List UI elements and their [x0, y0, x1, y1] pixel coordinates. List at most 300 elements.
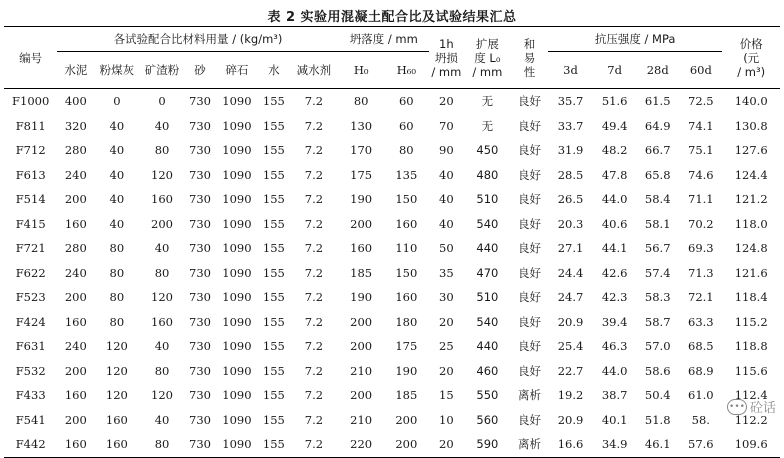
table-cell: 40.6	[601, 216, 628, 231]
table-cell: 7.2	[304, 143, 324, 158]
table-row	[4, 383, 780, 408]
table-cell: 80	[154, 143, 170, 158]
table-cell: 124.4	[734, 167, 768, 182]
table-cell: 155	[262, 94, 285, 109]
table-cell: 160	[64, 216, 87, 231]
table-cell: 50	[439, 241, 454, 256]
table-cell: 140.0	[734, 94, 768, 109]
table-cell: 良好	[517, 118, 541, 133]
table-cell: 10	[439, 412, 454, 427]
table-cell: 155	[262, 314, 285, 329]
table-cell: 155	[262, 118, 285, 133]
table-cell: 130	[350, 118, 373, 133]
table-cell: 24.4	[557, 265, 584, 280]
table-cell: 68.9	[688, 363, 714, 378]
table-cell: 56.7	[644, 241, 671, 256]
table-cell: 160	[395, 216, 418, 231]
table-cell: 200	[64, 412, 87, 427]
header-gravel: 碎石	[215, 52, 258, 89]
table-cell: 160	[57, 432, 94, 457]
row-id-cell: F811	[15, 118, 46, 133]
table-header	[4, 27, 780, 89]
table-cell: 730	[189, 265, 211, 280]
table-cell: 200	[350, 388, 373, 403]
table-cell: 160	[151, 192, 173, 207]
header-h60: H₆₀	[384, 52, 429, 89]
table-cell: 200	[350, 314, 373, 329]
table-cell: 7.2	[304, 118, 324, 133]
table-cell: 730	[189, 363, 211, 378]
table-cell: 64.9	[644, 118, 671, 133]
table-cell: 72.1	[688, 290, 714, 305]
table-cell: 460	[476, 363, 499, 378]
table-cell: 40.1	[601, 412, 628, 427]
header-cement: 水泥	[57, 52, 94, 89]
table-row	[4, 408, 780, 433]
table-cell: 240	[64, 167, 87, 182]
table-cell: 730	[189, 192, 211, 207]
header-id: 编号	[4, 27, 57, 89]
table-cell: 24.7	[557, 290, 584, 305]
row-id-cell: F721	[15, 241, 46, 256]
table-cell: 25	[439, 339, 454, 354]
table-cell: 良好	[517, 167, 541, 182]
table-cell: 57.4	[644, 265, 671, 280]
table-cell: 61.0	[688, 388, 714, 403]
table-cell: 240	[64, 339, 87, 354]
table-cell: 200	[64, 290, 87, 305]
table-cell: 200	[395, 412, 418, 427]
table-cell: 40	[109, 118, 125, 133]
table-cell: 31.9	[557, 143, 584, 158]
table-cell: 40	[154, 118, 170, 133]
table-cell: 25.4	[557, 339, 584, 354]
table-cell: 220	[339, 432, 384, 457]
table-cell: 200	[384, 432, 429, 457]
table-cell: 730	[189, 216, 211, 231]
table-cell: 良好	[517, 143, 541, 158]
row-id-cell: F514	[15, 192, 46, 207]
table-cell: 730	[189, 388, 211, 403]
table-cell: 80	[154, 265, 170, 280]
table-cell: 1090	[222, 412, 252, 427]
table-row	[4, 334, 780, 359]
table-cell: 26.5	[557, 192, 584, 207]
table-cell: 118.0	[734, 216, 768, 231]
table-cell: 540	[476, 314, 499, 329]
table-cell: 120	[151, 290, 173, 305]
table-cell: 7.2	[304, 314, 324, 329]
table-cell: 28.5	[557, 167, 584, 182]
row-id-cell: F613	[15, 167, 46, 182]
table-cell: 1090	[222, 363, 252, 378]
table-cell: 730	[189, 314, 211, 329]
table-cell: 210	[350, 363, 373, 378]
table-cell: 200	[350, 339, 373, 354]
table-cell: 33.7	[557, 118, 584, 133]
table-cell: 42.3	[601, 290, 628, 305]
table-cell: 良好	[517, 314, 541, 329]
table-cell: 61.5	[644, 94, 671, 109]
row-id-cell: F433	[15, 388, 46, 403]
table-cell: 1090	[222, 118, 252, 133]
table-cell: 730	[189, 241, 211, 256]
table-cell: 240	[64, 265, 87, 280]
table-cell: 20	[439, 314, 454, 329]
table-cell: 60	[398, 94, 414, 109]
table-cell: 121.6	[734, 265, 768, 280]
table-cell: 160	[94, 432, 139, 457]
table-cell: 40	[154, 241, 170, 256]
table-cell: 109.6	[722, 432, 780, 457]
table-cell: 57.6	[679, 432, 722, 457]
table-cell: 124.8	[734, 241, 768, 256]
table-cell: 20	[439, 94, 454, 109]
table-cell: 40	[154, 412, 170, 427]
table-cell: 27.1	[557, 241, 584, 256]
table-cell: 200	[350, 216, 373, 231]
table-cell: 80	[154, 363, 170, 378]
table-cell: 1090	[222, 314, 252, 329]
table-cell: 1090	[222, 167, 252, 182]
header-3d: 3d	[548, 52, 593, 89]
table-cell: 22.7	[557, 363, 584, 378]
table-cell: 40	[439, 192, 454, 207]
table-cell: 40	[109, 167, 125, 182]
table-cell: 72.5	[688, 94, 714, 109]
table-cell: 120	[105, 388, 128, 403]
table-cell: 180	[395, 314, 418, 329]
table-cell: 155	[262, 167, 285, 182]
table-cell: 1090	[222, 94, 252, 109]
table-cell: 175	[395, 339, 418, 354]
table-cell: 730	[189, 290, 211, 305]
table-row	[4, 138, 780, 163]
table-cell: 71.1	[688, 192, 714, 207]
row-id-cell: F523	[15, 290, 46, 305]
table-cell: 7.2	[304, 412, 324, 427]
table-cell: 127.6	[734, 143, 768, 158]
table-row	[4, 187, 780, 212]
table-cell: 无	[481, 94, 494, 109]
table-cell: 90	[439, 143, 454, 158]
table-cell: 155	[262, 216, 285, 231]
table-cell: 80	[109, 241, 125, 256]
table-cell: 1090	[222, 290, 252, 305]
header-price: 价格 (元 / m³)	[722, 27, 780, 89]
header-admixture: 减水剂	[289, 52, 338, 89]
header-workability: 和 易 性	[511, 27, 548, 89]
table-cell: 39.4	[601, 314, 628, 329]
table-cell: 118.4	[734, 290, 768, 305]
table-cell: 121.2	[734, 192, 768, 207]
table-cell: 44.1	[601, 241, 628, 256]
table-cell: 58.7	[644, 314, 671, 329]
table-cell: 150	[395, 265, 418, 280]
table-cell: 155	[262, 241, 285, 256]
table-cell: 185	[395, 388, 418, 403]
table-cell: 1090	[222, 241, 252, 256]
table-cell: 470	[476, 265, 499, 280]
table-cell: 120	[105, 363, 128, 378]
table-cell: 130.8	[734, 118, 768, 133]
table-cell: 40	[154, 339, 170, 354]
table-cell: 42.6	[601, 265, 628, 280]
table-cell: 1090	[222, 143, 252, 158]
table-row	[4, 212, 780, 237]
table-cell: 7.2	[304, 339, 324, 354]
table-cell: 155	[262, 290, 285, 305]
mix-results-table	[4, 26, 780, 458]
table-cell: 16.6	[548, 432, 593, 457]
table-cell: 46.1	[636, 432, 679, 457]
table-cell: 47.8	[601, 167, 628, 182]
table-cell: 120	[151, 388, 173, 403]
table-cell: 440	[476, 241, 499, 256]
table-cell: 155	[258, 432, 289, 457]
table-cell: 40	[109, 216, 125, 231]
table-cell: 160	[64, 314, 87, 329]
table-row	[4, 163, 780, 188]
table-cell: 15	[439, 388, 454, 403]
table-cell: 30	[439, 290, 454, 305]
table-cell: 离析	[511, 432, 548, 457]
row-id-cell: F1000	[12, 94, 50, 109]
table-cell: 80	[109, 314, 125, 329]
table-cell: 20.9	[557, 412, 584, 427]
watermark-text: 砼话	[749, 401, 776, 416]
table-cell: 7.2	[304, 388, 324, 403]
table-cell: 200	[64, 363, 87, 378]
table-cell: 280	[64, 241, 87, 256]
watermark	[727, 397, 776, 416]
table-cell: 38.7	[601, 388, 628, 403]
table-cell: 63.3	[688, 314, 714, 329]
table-cell: 1090	[222, 216, 252, 231]
table-cell: 40	[439, 167, 454, 182]
table-cell: 44.0	[601, 192, 628, 207]
table-cell: 良好	[517, 265, 541, 280]
table-row	[4, 89, 780, 114]
table-cell: 120	[105, 339, 128, 354]
table-cell: 450	[476, 143, 499, 158]
table-cell: 730	[189, 118, 211, 133]
table-cell: 1090	[215, 432, 258, 457]
table-cell: 良好	[517, 192, 541, 207]
table-cell: 1090	[222, 192, 252, 207]
table-body	[4, 89, 780, 458]
table-cell: 7.2	[304, 167, 324, 182]
table-cell: 510	[476, 192, 499, 207]
table-cell: 112.4	[734, 388, 768, 403]
table-caption: 表 2 实验用混凝土配合比及试验结果汇总	[267, 10, 517, 25]
table-cell: 良好	[517, 363, 541, 378]
table-cell: 200	[64, 192, 87, 207]
header-strength-group: 抗压强度 / MPa	[548, 27, 722, 52]
table-cell: 80	[353, 94, 369, 109]
table-cell: 69.3	[688, 241, 714, 256]
table-cell: 34.9	[593, 432, 636, 457]
table-cell: 7.2	[289, 432, 338, 457]
table-cell: 175	[350, 167, 373, 182]
table-cell: 65.8	[644, 167, 671, 182]
table-cell: 良好	[517, 241, 541, 256]
table-cell: 160	[350, 241, 373, 256]
table-cell: 115.2	[734, 314, 768, 329]
row-id-cell: F442	[4, 432, 57, 457]
table-cell: 80	[109, 265, 125, 280]
header-28d: 28d	[636, 52, 679, 89]
table-cell: 730	[189, 339, 211, 354]
table-cell: 80	[109, 290, 125, 305]
table-cell: 68.5	[688, 339, 714, 354]
table-cell: 良好	[517, 339, 541, 354]
table-row	[4, 285, 780, 310]
table-cell: 155	[262, 412, 285, 427]
table-cell: 58.6	[644, 363, 671, 378]
table-cell: 160	[395, 290, 418, 305]
table-cell: 74.1	[688, 118, 714, 133]
table-row	[4, 432, 780, 457]
table-cell: 58.1	[644, 216, 671, 231]
header-1h-loss: 1h 坍损 / mm	[429, 27, 464, 89]
table-cell: 480	[476, 167, 499, 182]
table-cell: 730	[189, 94, 211, 109]
table-cell: 7.2	[304, 216, 324, 231]
row-id-cell: F541	[15, 412, 46, 427]
header-mix-group: 各试验配合比材料用量 / (kg/m³)	[57, 27, 338, 52]
table-cell: 1090	[222, 388, 252, 403]
header-slump-group: 坍落度 / mm	[339, 27, 429, 52]
table-cell: 40	[109, 192, 125, 207]
table-cell: 60	[398, 118, 414, 133]
table-cell: 730	[185, 432, 216, 457]
table-cell: 160	[105, 412, 128, 427]
table-cell: 51.6	[601, 94, 628, 109]
table-cell: 0	[113, 94, 121, 109]
table-cell: 155	[262, 143, 285, 158]
table-cell: 1090	[222, 339, 252, 354]
header-spread: 扩展 度 L₀ / mm	[464, 27, 511, 89]
table-cell: 7.2	[304, 192, 324, 207]
row-id-cell: F415	[15, 216, 46, 231]
table-cell: 70.2	[688, 216, 714, 231]
table-cell: 1090	[222, 265, 252, 280]
table-cell: 112.2	[734, 412, 768, 427]
table-cell: 170	[350, 143, 373, 158]
table-row	[4, 261, 780, 286]
table-row	[4, 310, 780, 335]
table-cell: 115.6	[734, 363, 768, 378]
table-cell: 160	[64, 388, 87, 403]
table-cell: 120	[151, 167, 173, 182]
chat-bubble-icon: •••	[727, 399, 747, 415]
table-cell: 66.7	[644, 143, 671, 158]
table-cell: 730	[189, 412, 211, 427]
table-cell: 51.8	[644, 412, 671, 427]
table-cell: 155	[262, 363, 285, 378]
header-60d: 60d	[679, 52, 722, 89]
row-id-cell: F424	[15, 314, 46, 329]
table-cell: 40	[439, 216, 454, 231]
table-cell: 50.4	[644, 388, 671, 403]
table-cell: 20	[439, 363, 454, 378]
table-cell: 190	[350, 290, 373, 305]
table-cell: 48.2	[601, 143, 628, 158]
table-cell: 7.2	[304, 290, 324, 305]
table-row	[4, 114, 780, 139]
table-cell: 44.0	[601, 363, 628, 378]
table-cell: 510	[476, 290, 499, 305]
table-cell: 7.2	[304, 241, 324, 256]
table-cell: 58.3	[644, 290, 671, 305]
table-cell: 590	[464, 432, 511, 457]
table-cell: 730	[189, 143, 211, 158]
header-fly-ash: 粉煤灰	[94, 52, 139, 89]
table-cell: 良好	[517, 412, 541, 427]
table-cell: 0	[158, 94, 166, 109]
table-cell: 7.2	[304, 265, 324, 280]
table-cell: 190	[350, 192, 373, 207]
row-id-cell: F712	[15, 143, 46, 158]
table-cell: 80	[139, 432, 184, 457]
table-cell: 550	[476, 388, 499, 403]
table-cell: 40	[109, 143, 125, 158]
header-slag: 矿渣粉	[139, 52, 184, 89]
table-cell: 135	[395, 167, 418, 182]
table-cell: 良好	[517, 94, 541, 109]
table-cell: 155	[262, 388, 285, 403]
row-id-cell: F622	[15, 265, 46, 280]
table-row	[4, 359, 780, 384]
table-cell: 150	[395, 192, 418, 207]
table-cell: 118.8	[734, 339, 768, 354]
table-cell: 7.2	[304, 363, 324, 378]
header-water: 水	[258, 52, 289, 89]
header-7d: 7d	[593, 52, 636, 89]
table-cell: 无	[481, 118, 494, 133]
table-cell: 160	[151, 314, 173, 329]
table-cell: 46.3	[601, 339, 628, 354]
table-cell: 110	[395, 241, 418, 256]
table-cell: 210	[350, 412, 373, 427]
table-cell: 80	[398, 143, 414, 158]
table-cell: 良好	[517, 290, 541, 305]
row-id-cell: F532	[15, 363, 46, 378]
table-cell: 35	[439, 265, 454, 280]
table-cell: 400	[64, 94, 87, 109]
table-cell: 74.6	[688, 167, 714, 182]
table-cell: 49.4	[601, 118, 628, 133]
table-cell: 280	[64, 143, 87, 158]
table-cell: 57.0	[644, 339, 671, 354]
row-id-cell: F631	[15, 339, 46, 354]
table-cell: 75.1	[688, 143, 714, 158]
table-cell: 70	[439, 118, 454, 133]
table-cell: 7.2	[304, 94, 324, 109]
header-h0: H₀	[339, 52, 384, 89]
table-row	[4, 236, 780, 261]
table-cell: 35.7	[557, 94, 584, 109]
table-cell: 20.3	[557, 216, 584, 231]
table-cell: 320	[64, 118, 87, 133]
table-cell: 730	[189, 167, 211, 182]
table-cell: 155	[262, 339, 285, 354]
table-cell: 良好	[517, 216, 541, 231]
table-cell: 58.	[691, 412, 710, 427]
table-cell: 190	[395, 363, 418, 378]
table-cell: 200	[151, 216, 173, 231]
